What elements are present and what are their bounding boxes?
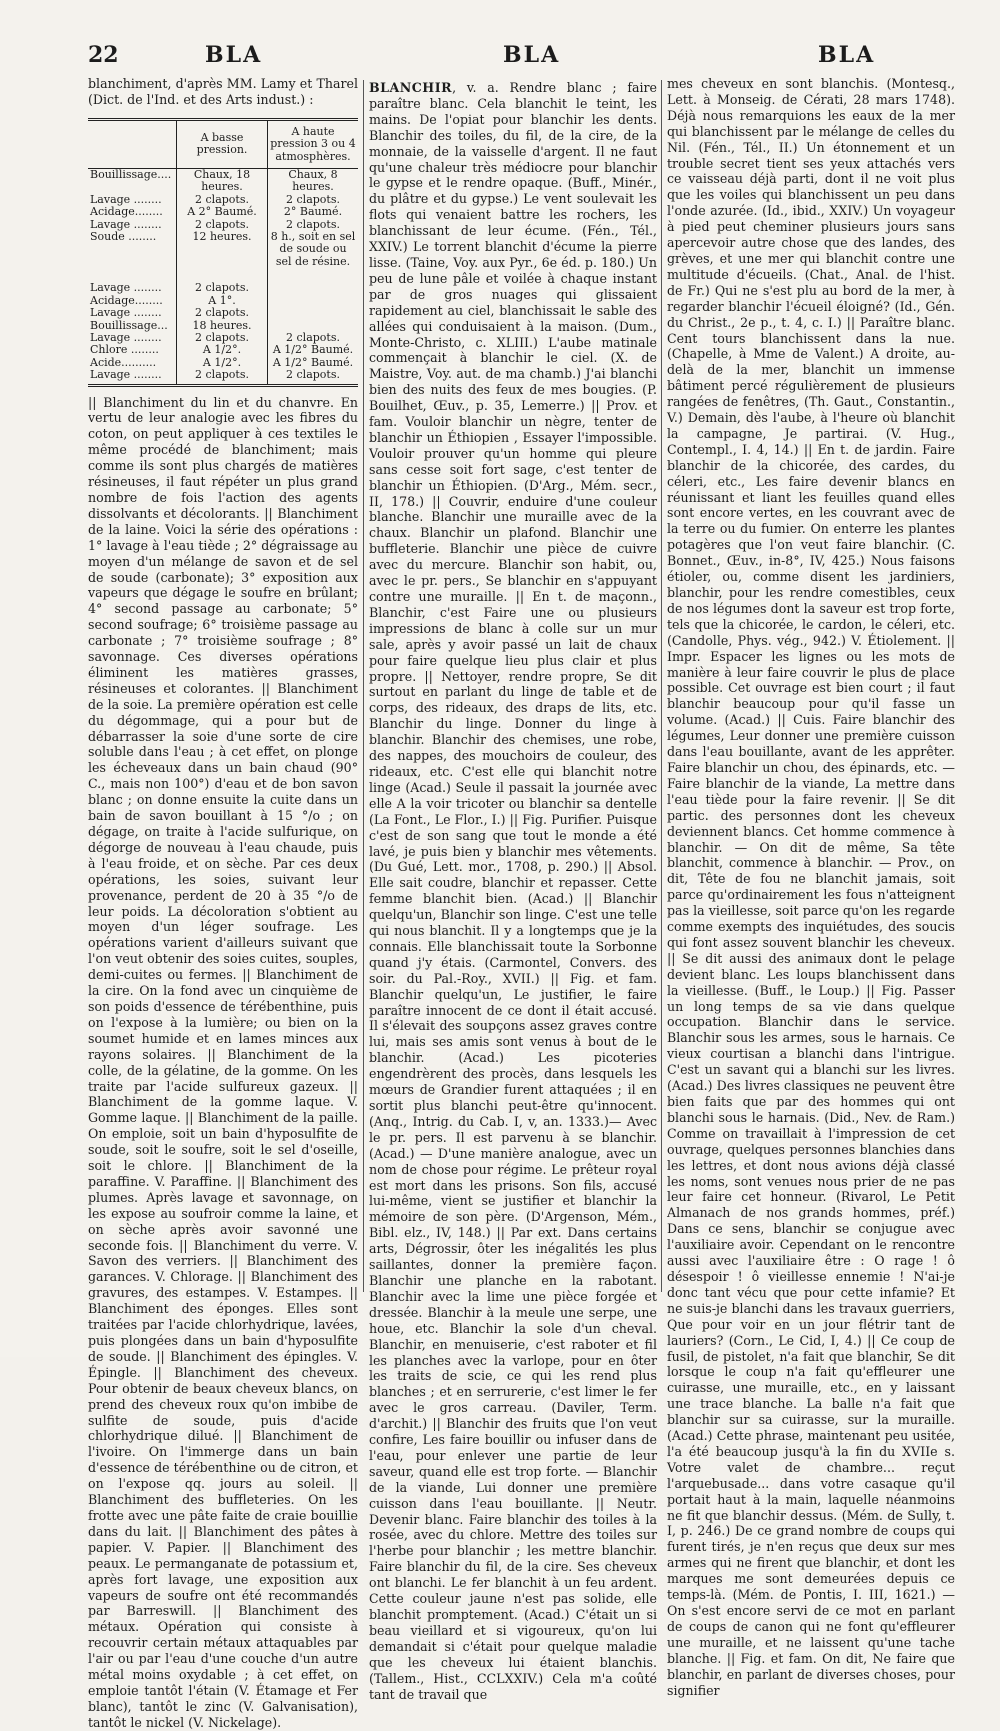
- table-row: [88, 307, 358, 319]
- table-cell-high-pressure: 2° Baumé.: [268, 206, 359, 218]
- table-cell-high-pressure: [268, 282, 359, 294]
- table-cell-low-pressure: 2 clapots.: [177, 282, 268, 294]
- column-left: [88, 76, 358, 1731]
- table-spacer-cell: [88, 268, 177, 282]
- article-blanchir: [369, 80, 657, 1702]
- table-cell-operation: Acidage........: [90, 293, 163, 307]
- table-row: [88, 169, 358, 194]
- table-group-spacer: [88, 268, 358, 282]
- table-cell-high-pressure: 2 clapots.: [268, 219, 359, 231]
- table-body: [88, 169, 358, 386]
- table-cell-low-pressure: 12 heures.: [177, 231, 268, 268]
- table-cell-operation: Bouillissage...: [90, 318, 168, 332]
- table-cell-operation: Lavage ........: [90, 192, 162, 206]
- table-cell-low-pressure: 2 clapots.: [177, 332, 268, 344]
- table-row: [88, 369, 358, 385]
- page-number: 22: [88, 42, 119, 68]
- article-blanchiment: || Blanchiment du lin et du chanvre. En vertu de leur analogie avec les fibres du coton, on peut appliquer à ces textiles le même procédé de blanchiment; mais comme ils sont plus chargés de matières résineuses, il faut répéter un plus grand nombre de fois l'action des agents dissolvants et décolorants. || Blanchiment de la laine. Voici la série des opérations : 1° lavage à l'eau tiède ; 2° dégraissage au moyen d'un mélange de savon et de sel de soude (carbonate); 3° exposition aux vapeurs que dégage le soufre en brûlant; 4° second passage au carbonate; 5° second soufrage; 6° troisième passage au carbonate ; 7° troisième soufrage ; 8° savonnage. Ces diverses opérations éliminent les matières grasses, résineuses et colorantes. || Blanchiment de la soie. La première opération est celle du dégommage, qui a pour but de débarrasser la soie d'une sorte de cire soluble dans l'eau ; à cet effet, on plonge les écheveaux dans un bain chaud (90° C., mais non 100°) d'eau et de bon savon blanc ; on donne ensuite la cuite dans un bain de savon bouillant à 15 °/o ; on dégage, on traite à l'acide sulfurique, on dégorge de nouveau à l'eau chaude, puis à l'eau froide, et on sèche. Par ces deux opérations, les soies, suivant leur provenance, perdent de 20 à 35 °/o de leur poids. La décoloration s'obtient au moyen d'un léger soufrage. Les opérations varient d'ailleurs suivant que l'on veut obtenir des soies cuites, souples, demi-cuites ou fermes. || Blanchiment de la cire. On la fond avec un cinquième de son poids d'essence de térébenthine, puis on l'expose à la lumière; ou bien on la soumet humide et en lames minces aux rayons solaires. || Blanchiment de la colle, de la gélatine, de la gomme. On les traite par l'acide sulfureux gazeux. || Blanchiment de la gomme laque. V. Gomme laque. || Blanchiment de la paille. On emploie, soit un bain d'hyposulfite de soude, soit le soufre, soit le sel d'oseille, soit le chlore. || Blanchiment de la paraffine. V. Paraffine. || Blanchiment des plumes. Après lavage et savonnage, on les expose au soufroir comme la laine, et on sèche après avoir savonné une seconde fois. || Blanchiment du verre. V. Savon des verriers. || Blanchiment des garances. V. Chlorage. || Blanchiment des gravures, des estampes. V. Estampes. || Blanchiment des éponges. Elles sont traitées par l'acide chlorhydrique, lavées, puis plongées dans un bain d'hyposulfite de soude. || Blanchiment des épingles. V. Épingle. || Blanchiment des cheveux. Pour obtenir de beaux cheveux blancs, on prend des cheveux roux qu'on imbibe de sulfite de soude, puis d'acide chlorhydrique dilué. || Blanchiment de l'ivoire. On l'immerge dans un bain d'essence de térébenthine ou de citron, et on l'expose qq. jours au soleil. || Blanchiment des buffleteries. On les frotte avec une pâte faite de craie bouillie dans du lait. || Blanchiment des pâtes à papier. V. Papier. || Blanchiment des peaux. Le permanganate de potassium et, après fort lavage, une exposition aux vapeurs de soufre ont été recommandés par Barreswill. || Blanchiment des métaux. Opération qui consiste à recouvrir certain métaux attaquables par l'air ou par l'eau d'une couche d'un autre métal moins oxydable ; à cet effet, on emploie tantôt l'étain (V. Étamage et Fer blanc), tantôt le zinc (V. Galvanisation), tantôt le nickel (V. Nickelage).: [88, 394, 358, 1730]
- table-cell-high-pressure: 2 clapots.: [268, 369, 359, 385]
- table-cell-operation: Lavage ........: [90, 330, 162, 344]
- table-cell-high-pressure: 8 h., soit en sel de soude ou sel de résine.: [268, 231, 359, 268]
- table-cell-high-pressure: 2 clapots.: [268, 194, 359, 206]
- table-cell-low-pressure: 2 clapots.: [177, 194, 268, 206]
- entry-headword: BLANCHIR: [369, 80, 453, 95]
- table-cell-high-pressure: 2 clapots.: [268, 332, 359, 344]
- table-cell-operation: Lavage ........: [90, 281, 162, 295]
- table-cell-low-pressure: 18 heures.: [177, 320, 268, 332]
- table-cell-high-pressure: [268, 295, 359, 307]
- table-header-low-pressure: A basse pression.: [177, 119, 268, 168]
- running-head-left: BLA: [205, 42, 263, 68]
- table-spacer-cell: [268, 268, 359, 282]
- table-cell-operation: Lavage ........: [90, 217, 162, 231]
- entry-text: , v. a. Rendre blanc ; faire paraître blanc. Cela blanchit le teint, les mains. De l'opiat pour blanchir les dents. Blanchir des toiles, du fil, de la cire, de la monnaie, de la vaisselle d'argent. Il ne faut qu'une chaleur très médiocre pour blanchir le gypse et le rendre opaque. (Buff., Minér., du plâtre et du gypse.) Le vent soulevait les flots qui venaient battre les rochers, les blanchissant de leur écume. (Fén., Tél., XXIV.) Le torrent blanchit d'écume la pierre lisse. (Taine, Voy. aux Pyr., 6e éd. p. 180.) Un peu de lune pâle et voilée à chaque instant par de gros nuages qui glissaient rapidement au ciel, blanchissait le sable des allées qui conduisaient à la maison. (Dum., Monte-Christo, c. XLIII.) L'aube matinale commençait à blanchir le ciel. (X. de Maistre, Voy. aut. de ma chamb.) J'ai blanchi bien des nuits des feux de mes bougies. (P. Bouilhet, Œuv., p. 35, Lemerre.) || Prov. et fam. Vouloir blanchir un nègre, tenter de blanchir un Éthiopien , Essayer l'impossible. Vouloir prouver qu'un homme qui pleure sans cesse soit fort sage, c'est tenter de blanchir un Éthiopien. (D'Arg., Mém. secr., II, 178.) || Couvrir, enduire d'une couleur blanche. Blanchir une muraille avec de la chaux. Blanchir un plafond. Blanchir une buffleterie. Blanchir une pièce de cuivre avec du mercure. Blanchir son habit, ou, avec le pr. pers., Se blanchir en s'appuyant contre une muraille. || En t. de maçonn., Blanchir, c'est Faire une ou plusieurs impressions de blanc à colle sur un mur sale, après y avoir passé un lait de chaux pour faire quelque lieu plus clair et plus propre. || Nettoyer, rendre propre, Se dit surtout en parlant du linge de table et de corps, des rideaux, des draps de lits, etc. Blanchir du linge. Donner du linge à blanchir. Blanchir des chemises, une robe, des nappes, des mouchoirs de couleur, des rideaux, etc. C'est elle qui blanchit notre linge (Acad.) Seule il passait la journée avec elle A la voir tricoter ou blanchir sa dentelle (La Font., Le Flor., I.) || Fig. Purifier. Puisque c'est de son sang que tout le monde a été lavé, je puis bien y blanchir mes vêtements. (Du Gué, Lett. mor., 1708, p. 290.) || Absol. Elle sait coudre, blanchir et repasser. Cette femme blanchit bien. (Acad.) || Blanchir quelqu'un, Blanchir son linge. C'est une telle qui nous blanchit. Il y a longtemps que je la connais. Elle blanchissait toute la Sorbonne quand j'y étais. (Carmontel, Convers. des soir. du Pal.-Roy., XVII.) || Fig. et fam. Blanchir quelqu'un, Le justifier, le faire paraître innocent de ce dont il était accusé. Il s'élevait des soupçons assez graves contre lui, mais ses amis sont venus à bout de le blanchir. (Acad.) Les picoteries engendrèrent des procès, dans lesquels les mœurs de Grandier furent attaquées ; il en sortit plus blanchi peut-être qu'innocent. (Anq., Intrig. du Cab. I, v, an. 1333.)— Avec le pr. pers. Il est parvenu à se blanchir. (Acad.) — D'une manière analogue, avec un nom de chose pour régime. Le prêteur royal est mort dans les prisons. Son fils, accusé lui-même, vient se justifier et blanchir la mémoire de son père. (D'Argenson, Mém., Bibl. elz., IV, 148.) || Par ext. Dans certains arts, Dégrossir, ôter les inégalités les plus saillantes, donner la première façon. Blanchir une planche en la rabotant. Blanchir avec la lime une pièce forgée et dressée. Blanchir à la meule une serpe, une houe, etc. Blanchir la sole d'un cheval. Blanchir, en menuiserie, c'est raboter et fil les planches avec la varlope, pour en ôter les traits de scie, ce qui les rend plus blanches ; et en serrurerie, c'est limer le fer avec le gros carreau. (Daviler, Term. d'archit.) || Blanchir des fruits que l'on veut confire, Les faire bouillir ou infuser dans de l'eau, pour enlever une partie de leur saveur, quand elle est trop forte. — Blanchir de la viande, Lui donner une première cuisson dans l'eau bouillante. || Neutr. Devenir blanc. Faire blanchir des toiles à la rosée, avec du chlore. Mettre des toiles sur l'herbe pour blanchir ; les mettre blanchir. Faire blanchir du fil, de la cire. Ses cheveux ont blanchi. Le fer blanchit à un feu ardent. Cette couleur jaune n'est pas solide, elle blanchit promptement. (Acad.) C'était un si beau vieillard et si vigoureux, qu'on lui demandait si c'était pour quelque maladie que les cheveux lui étaient blanchis. (Tallem., Hist., CCLXXIV.) Cela m'a coûté tant de travail que: [369, 80, 657, 1702]
- table-row: [88, 231, 358, 268]
- table-cell-low-pressure: Chaux, 18 heures.: [177, 169, 268, 194]
- table-cell-high-pressure: A 1/2° Baumé.: [268, 357, 359, 369]
- running-head-center: BLA: [503, 42, 561, 68]
- bleaching-process-table: [88, 118, 358, 387]
- article-blanchir-continued: mes cheveux en sont blanchis. (Montesq., Lett. à Monseig. de Cérati, 28 mars 1748). Déjà nous remarquions les eaux de la mer qui blanchissent par le mélange de celles du Nil. (Fén., Tél., II.) Un étonnement et un trouble secret tient ses yeux attachés vers ce vaisseau déjà parti, dont il ne voit plus que les voiles qui blanchissent un peu dans l'onde azurée. (Id., ibid., XXIV.) Un voyageur à pied peut cheminer plusieurs jours sans apercevoir autre chose que des landes, des grèves, et une mer qui blanchit contre une multitude d'écueils. (Chat., Anal. de l'hist. de Fr.) Qui ne s'est plu au bord de la mer, à regarder blanchir l'écueil éloigné? (Id., Gén. du Christ., 2e p., t. 4, c. I.) || Paraître blanc. Cent tours blanchissent dans la nue. (Chapelle, à Mme de Valent.) A droite, au-delà de la mer, blanchit un immense bâtiment percé régulièrement de plusieurs rangées de fenêtres, (Th. Gaut., Constantin., V.) Demain, dès l'aube, à l'heure où blanchit la campagne, Je partirai. (V. Hug., Contempl., I. 4, 14.) || En t. de jardin. Faire blanchir de la chicorée, des cardes, du céleri, etc., Les faire devenir blancs en réunissant et liant les feuilles quand elles sont encore vertes, en les couvrant avec de la terre ou du fumier. On enterre les plantes potagères que l'on veut faire blanchir. (C. Bonnet., Œuv., in-8°, IV, 425.) Nous faisons étioler, ou, comme disent les jardiniers, blanchir, pour les rendre comestibles, ceux de nos légumes dont la saveur est trop forte, tels que la chicorée, le cardon, le céleri, etc. (Candolle, Phys. vég., 942.) V. Étiolement. || Impr. Espacer les lignes ou les mots de manière à leur faire couvrir le plus de place possible. Cet ouvrage est bien court ; il faut blanchir beaucoup pour qu'il fasse un volume. (Acad.) || Cuis. Faire blanchir des légumes, Leur donner une première cuisson dans l'eau bouillante, avant de les apprêter. Faire blanchir un chou, des épinards, etc. — Faire blanchir de la viande, La mettre dans l'eau tiède pour la faire revenir. || Se dit partic. des personnes dont les cheveux deviennent blancs. Cet homme commence à blanchir. — On dit de même, Sa tête blanchit, commence à blanchir. — Prov., on dit, Tête de fou ne blanchit jamais, soit parce qu'ordinairement les fous n'atteignent pas la vieillesse, soit parce qu'on les regarde comme exempts des inquiétudes, des soucis qui font assez souvent blanchir les cheveux. || Se dit aussi des animaux dont le pelage devient blanc. Les loups blanchissent dans la vieillesse. (Buff., le Loup.) || Fig. Passer un long temps de sa vie dans quelque occupation. Blanchir dans le service. Blanchir sous les armes, sous le harnais. Ce vieux courtisan a blanchi dans l'intrigue. C'est un savant qui a blanchi sur les livres. (Acad.) Des livres classiques ne peuvent être bien faits que par des hommes qui ont blanchi sous le harnais. (Did., Nev. de Ram.) Comme on travaillait à l'impression de cet ouvrage, quelques personnes blanchies dans les lettres, et dont nous avions déjà classé les noms, sont venues nous prier de ne pas leur faire cet honneur. (Rivarol, Le Petit Almanach de nos grands hommes, préf.) Dans ce sens, blanchir se conjugue avec l'auxiliaire avoir. Cependant on le rencontre aussi avec l'auxiliaire être : O rage ! ô désespoir ! ô vieillesse ennemie ! N'ai-je donc tant vécu que pour cette infamie? Et ne suis-je blanchi dans les travaux guerriers, Que pour voir en un jour flétrir tant de lauriers? (Corn., Le Cid, I, 4.) || Ce coup de fusil, de pistolet, n'a fait que blanchir, Se dit lorsque le coup n'a fait qu'effleurer une cuirasse, une muraille, etc., en y laissant une trace blanche. La balle n'a fait que blanchir sur sa cuirasse, sur la muraille. (Acad.) Cette phrase, maintenant peu usitée, l'a été beaucoup jusqu'à la fin du XVIIe s. Votre valet de chambre... reçut l'arquebusade... dans votre casaque qu'il portait haut à la main, laquelle néanmoins ne fit que blanchir dessus. (Mém. de Sully, t. I, p. 246.) De ce grand nombre de coups qui furent tirés, je n'en reçus que deux sur mes armes qui ne firent que blanchir, et dont les marques me sont demeurées depuis ce temps-là. (Mém. de Pontis, I. III, 1621.) — On s'est encore servi de ce mot en parlant de coups de canon qui ne font qu'effleurer une muraille, et ne laissent qu'une tache blanche. || Fig. et fam. On dit, Ne faire que blanchir, en parlant de diverses choses, pour signifier: [667, 76, 955, 1698]
- table-header-operation: [88, 119, 177, 168]
- table-cell-low-pressure: 2 clapots.: [177, 369, 268, 385]
- table-row: [88, 282, 358, 294]
- table-cell-low-pressure: A 1/2°.: [177, 344, 268, 356]
- table-cell-low-pressure: A 2° Baumé.: [177, 206, 268, 218]
- table-cell-operation: Chlore ........: [90, 343, 159, 357]
- column-right: [667, 76, 955, 1698]
- table-cell-operation: Lavage ........: [90, 306, 162, 320]
- table-cell-low-pressure: A 1°.: [177, 295, 268, 307]
- table-cell-operation: Acide..........: [90, 355, 157, 369]
- table-row: [88, 206, 358, 218]
- table-cell-operation: Soude ........: [90, 230, 157, 244]
- table-cell-operation: Bouillissage....: [90, 168, 172, 182]
- table-cell-high-pressure: Chaux, 8 heures.: [268, 169, 359, 194]
- table-header-high-pressure: A haute pression 3 ou 4 atmosphères.: [268, 119, 359, 168]
- table-cell-high-pressure: [268, 307, 359, 319]
- running-head-right: BLA: [818, 42, 876, 68]
- table-cell-low-pressure: 2 clapots.: [177, 307, 268, 319]
- table-spacer-cell: [177, 268, 268, 282]
- table-cell-low-pressure: A 1/2°.: [177, 357, 268, 369]
- column-center: [369, 80, 657, 1702]
- table-cell-operation: Acidage........: [90, 205, 163, 219]
- table-cell-low-pressure: 2 clapots.: [177, 219, 268, 231]
- table-intro: blanchiment, d'après MM. Lamy et Tharel (Dict. de l'Ind. et des Arts indust.) :: [88, 76, 358, 107]
- table-cell-high-pressure: A 1/2° Baumé.: [268, 344, 359, 356]
- column-divider: [661, 80, 662, 1292]
- table-cell-operation: Lavage ........: [88, 369, 177, 385]
- column-divider: [363, 80, 364, 1292]
- table-row: [88, 344, 358, 356]
